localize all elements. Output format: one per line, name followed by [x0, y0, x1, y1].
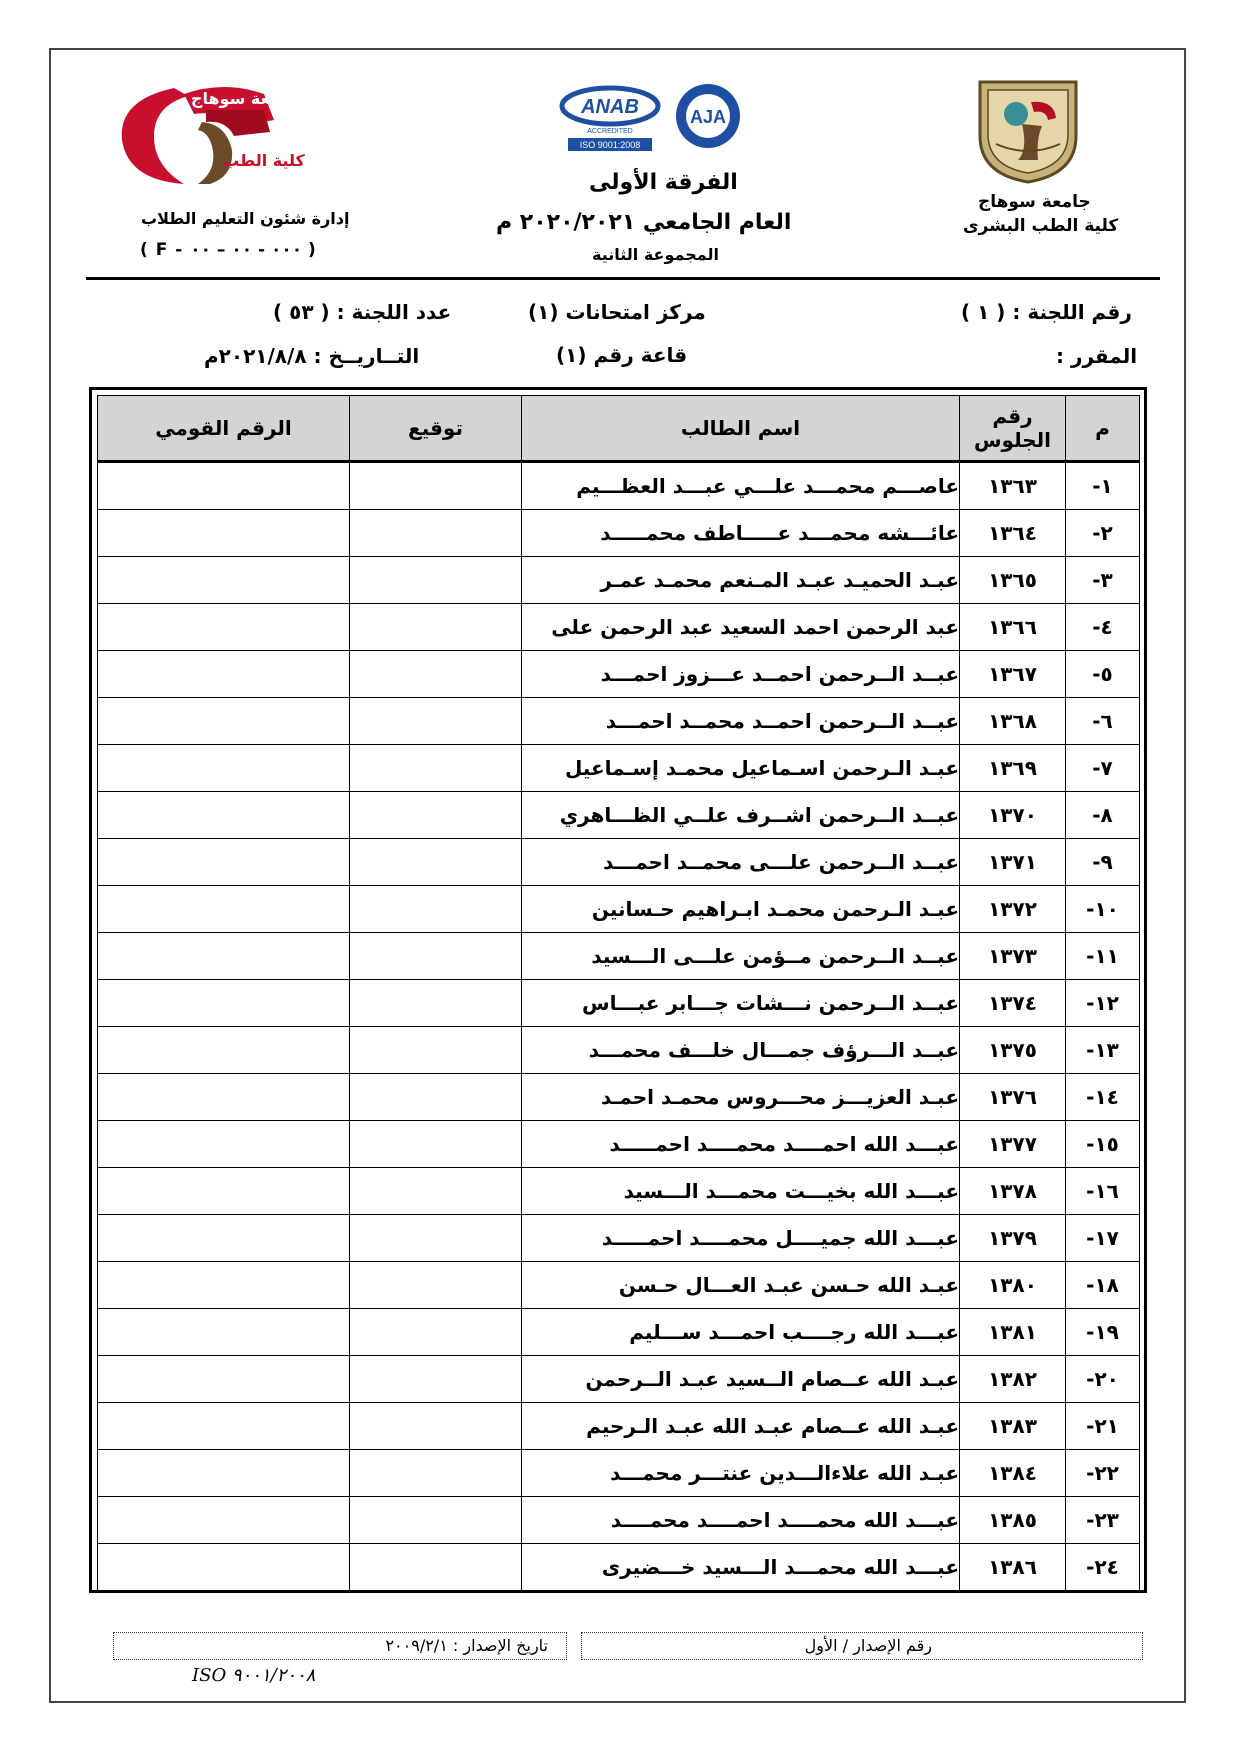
national-id-cell[interactable]	[98, 933, 350, 980]
issue-number: رقم الإصدار / الأول	[804, 1636, 932, 1655]
student-name: عبــد الـــرؤف جمـــال خلـــف محمـــد	[522, 1027, 960, 1074]
row-index: ٥-	[1066, 651, 1140, 698]
accredited-text: ACCREDITED	[587, 128, 633, 135]
row-index: ١٤-	[1066, 1074, 1140, 1121]
student-name: عبـد الـرحمن اسـماعيل محمـد إسـماعيل	[522, 745, 960, 792]
student-name: عائـــشه محمـــد عـــــاطف محمـــــد	[522, 510, 960, 557]
national-id-cell[interactable]	[98, 839, 350, 886]
header-divider	[86, 277, 1160, 280]
seat-number: ١٣٨١	[960, 1309, 1066, 1356]
header-signature: توقيع	[350, 396, 522, 462]
signature-cell[interactable]	[350, 839, 522, 886]
student-name: عبـد الله عــصام الــسيد عبـد الــرحمن	[522, 1356, 960, 1403]
signature-cell[interactable]	[350, 1121, 522, 1168]
student-name: عبـد الله حـسن عبـد العـــال حـسن	[522, 1262, 960, 1309]
signature-cell[interactable]	[350, 1168, 522, 1215]
seat-number: ١٣٨٤	[960, 1450, 1066, 1497]
signature-cell[interactable]	[350, 1027, 522, 1074]
table-header-row	[98, 396, 1140, 462]
student-name: عبـد الله عــصام عبـد الله عبـد الـرحيم	[522, 1403, 960, 1450]
row-index: ٢-	[1066, 510, 1140, 557]
national-id-cell[interactable]	[98, 980, 350, 1027]
row-index: ١١-	[1066, 933, 1140, 980]
national-id-cell[interactable]	[98, 462, 350, 510]
seat-number: ١٣٦٨	[960, 698, 1066, 745]
seat-number: ١٣٧٣	[960, 933, 1066, 980]
group-label: المجموعة الثانية	[592, 245, 719, 264]
student-name: عبــد الــرحمن مــؤمن علـــى الـــسيد	[522, 933, 960, 980]
table-row	[98, 1262, 1140, 1309]
national-id-cell[interactable]	[98, 1403, 350, 1450]
national-id-cell[interactable]	[98, 1121, 350, 1168]
table-row	[98, 1121, 1140, 1168]
exam-center: مركز امتحانات (١)	[528, 300, 706, 324]
aja-text: AJA	[689, 107, 727, 127]
sohag-university-seal-logo	[976, 74, 1080, 184]
row-index: ٢٤-	[1066, 1544, 1140, 1591]
signature-cell[interactable]	[350, 1497, 522, 1544]
row-index: ٧-	[1066, 745, 1140, 792]
iso-standard: ISO ٩٠٠١/٢٠٠٨	[192, 1665, 316, 1686]
national-id-cell[interactable]	[98, 745, 350, 792]
table-row	[98, 651, 1140, 698]
signature-cell[interactable]	[350, 510, 522, 557]
issue-date: تاريخ الإصدار : ٢٠٠٩/٢/١	[385, 1636, 548, 1655]
attendance-table-frame	[89, 387, 1147, 1593]
signature-cell[interactable]	[350, 698, 522, 745]
table-row	[98, 839, 1140, 886]
student-name: عبـــد الله بخيـــت محمـــد الـــسيد	[522, 1168, 960, 1215]
national-id-cell[interactable]	[98, 651, 350, 698]
seat-number: ١٣٧٥	[960, 1027, 1066, 1074]
signature-cell[interactable]	[350, 1262, 522, 1309]
national-id-cell[interactable]	[98, 1356, 350, 1403]
national-id-cell[interactable]	[98, 557, 350, 604]
national-id-cell[interactable]	[98, 886, 350, 933]
national-id-cell[interactable]	[98, 792, 350, 839]
header-national-id: الرقم القومي	[98, 396, 350, 462]
header-index: م	[1066, 396, 1140, 462]
iso-9001-text: ISO 9001:2008	[579, 140, 641, 150]
row-index: ٨-	[1066, 792, 1140, 839]
signature-cell[interactable]	[350, 1544, 522, 1591]
seat-number: ١٣٨٣	[960, 1403, 1066, 1450]
signature-cell[interactable]	[350, 933, 522, 980]
row-index: ٢٢-	[1066, 1450, 1140, 1497]
committee-number: رقم اللجنة : ( ١ )	[961, 300, 1132, 324]
row-index: ٣-	[1066, 557, 1140, 604]
table-row	[98, 1309, 1140, 1356]
national-id-cell[interactable]	[98, 1450, 350, 1497]
national-id-cell[interactable]	[98, 1497, 350, 1544]
seat-number: ١٣٧٠	[960, 792, 1066, 839]
student-name: عبـــد الله احمــــد محمــــد احمـــــد	[522, 1121, 960, 1168]
row-index: ١٧-	[1066, 1215, 1140, 1262]
student-name: عبــد الــرحمن احمــد محمــد احمـــد	[522, 698, 960, 745]
national-id-cell[interactable]	[98, 1309, 350, 1356]
seat-number: ١٣٨٠	[960, 1262, 1066, 1309]
table-row	[98, 557, 1140, 604]
faculty-name: كلية الطب البشرى	[963, 216, 1119, 236]
department-name: إدارة شئون التعليم الطلاب	[141, 209, 350, 228]
table-row	[98, 1168, 1140, 1215]
signature-cell[interactable]	[350, 604, 522, 651]
signature-cell[interactable]	[350, 1450, 522, 1497]
seat-number: ١٣٧٦	[960, 1074, 1066, 1121]
issue-date-box	[113, 1632, 567, 1660]
signature-cell[interactable]	[350, 792, 522, 839]
seat-number: ١٣٧٩	[960, 1215, 1066, 1262]
row-index: ٢٠-	[1066, 1356, 1140, 1403]
seat-number: ١٣٧٨	[960, 1168, 1066, 1215]
row-index: ٤-	[1066, 604, 1140, 651]
table-row	[98, 1403, 1140, 1450]
seat-number: ١٣٨٥	[960, 1497, 1066, 1544]
row-index: ٢٣-	[1066, 1497, 1140, 1544]
seat-number: ١٣٦٥	[960, 557, 1066, 604]
seat-number: ١٣٧٤	[960, 980, 1066, 1027]
seat-number: ١٣٧١	[960, 839, 1066, 886]
table-row	[98, 1027, 1140, 1074]
seat-number: ١٣٦٧	[960, 651, 1066, 698]
signature-cell[interactable]	[350, 980, 522, 1027]
table-row	[98, 886, 1140, 933]
row-index: ١-	[1066, 462, 1140, 510]
table-row	[98, 933, 1140, 980]
committee-count: عدد اللجنة : ( ٥٣ )	[273, 300, 452, 324]
student-name: عبـد الـرحمن محمـد ابـراهيم حـسانين	[522, 886, 960, 933]
student-name: عبـــد الله محمـــد الـــسيد خـــضيرى	[522, 1544, 960, 1591]
student-name: عبـد العزيـــز محـــروس محمـد احمـد	[522, 1074, 960, 1121]
row-index: ١٥-	[1066, 1121, 1140, 1168]
national-id-cell[interactable]	[98, 1027, 350, 1074]
table-row	[98, 510, 1140, 557]
national-id-cell[interactable]	[98, 698, 350, 745]
table-row	[98, 1356, 1140, 1403]
seat-number: ١٣٧٧	[960, 1121, 1066, 1168]
seat-number: ١٣٦٤	[960, 510, 1066, 557]
logo-university-text: جامعة سوهاج	[190, 89, 298, 108]
student-name: عبـد الله علاءالـــدين عنتـــر محمـــد	[522, 1450, 960, 1497]
signature-cell[interactable]	[350, 1403, 522, 1450]
university-name: جامعة سوهاج	[978, 192, 1091, 212]
table-row	[98, 1215, 1140, 1262]
anab-text: ANAB	[581, 96, 639, 118]
national-id-cell[interactable]	[98, 1074, 350, 1121]
signature-cell[interactable]	[350, 1356, 522, 1403]
row-index: ١٨-	[1066, 1262, 1140, 1309]
row-index: ١٦-	[1066, 1168, 1140, 1215]
issue-number-box	[581, 1632, 1143, 1660]
national-id-cell[interactable]	[98, 510, 350, 557]
table-row	[98, 1450, 1140, 1497]
student-name: عبــد الــرحمن علـــى محمــد احمـــد	[522, 839, 960, 886]
table-row	[98, 980, 1140, 1027]
student-name: عبد الرحمن احمد السعيد عبد الرحمن على	[522, 604, 960, 651]
national-id-cell[interactable]	[98, 1544, 350, 1591]
table-row	[98, 1544, 1140, 1591]
signature-cell[interactable]	[350, 1074, 522, 1121]
signature-cell[interactable]	[350, 651, 522, 698]
header-seat-number: رقم الجلوس	[960, 396, 1066, 462]
student-name: عبـــد الله محمــــد احمــــد محمــــد	[522, 1497, 960, 1544]
seat-number: ١٣٨٢	[960, 1356, 1066, 1403]
national-id-cell[interactable]	[98, 1168, 350, 1215]
national-id-cell[interactable]	[98, 1262, 350, 1309]
signature-cell[interactable]	[350, 1309, 522, 1356]
signature-cell[interactable]	[350, 1215, 522, 1262]
student-name: عبــد الــرحمن احمــد عـــزوز احمـــد	[522, 651, 960, 698]
attendance-table	[97, 395, 1140, 1591]
row-index: ٩-	[1066, 839, 1140, 886]
row-index: ١٠-	[1066, 886, 1140, 933]
row-index: ١٢-	[1066, 980, 1140, 1027]
student-name: عاصـــم محمـــد علـــي عبـــد العظـــيم	[522, 462, 960, 510]
student-name: عبـد الحميـد عبـد المـنعم محمـد عمـر	[522, 557, 960, 604]
table-row	[98, 698, 1140, 745]
table-row	[98, 1497, 1140, 1544]
logo-faculty-text: كلية الطب	[223, 151, 305, 170]
signature-cell[interactable]	[350, 557, 522, 604]
academic-year: العام الجامعي ٢٠٢٠/٢٠٢١ م	[496, 210, 792, 235]
national-id-cell[interactable]	[98, 1215, 350, 1262]
form-code: ( F - ٠٠٠ - ٠٠ – ٠٠ )	[140, 240, 317, 260]
student-name: عبـــد الله رجــــب احمـــد ســـليم	[522, 1309, 960, 1356]
signature-cell[interactable]	[350, 886, 522, 933]
signature-cell[interactable]	[350, 745, 522, 792]
row-index: ١٩-	[1066, 1309, 1140, 1356]
student-name: عبـــد الله جميــــل محمــــد احمـــــد	[522, 1215, 960, 1262]
table-row	[98, 462, 1140, 510]
exam-date: التــاريــخ : ٢٠٢١/٨/٨م	[204, 344, 420, 368]
seat-number: ١٣٦٩	[960, 745, 1066, 792]
row-index: ٦-	[1066, 698, 1140, 745]
national-id-cell[interactable]	[98, 604, 350, 651]
signature-cell[interactable]	[350, 462, 522, 510]
faculty-of-medicine-logo	[114, 80, 314, 190]
seat-number: ١٣٧٢	[960, 886, 1066, 933]
student-name: عبــد الــرحمن اشــرف علــي الظـــاهري	[522, 792, 960, 839]
table-row	[98, 1074, 1140, 1121]
course-label: المقرر :	[1056, 344, 1138, 368]
header-student-name: اسم الطالب	[522, 396, 960, 462]
hall-number: قاعة رقم (١)	[556, 343, 688, 367]
year-level: الفرقة الأولى	[589, 170, 738, 195]
table-row	[98, 792, 1140, 839]
seat-number: ١٣٨٦	[960, 1544, 1066, 1591]
row-index: ٢١-	[1066, 1403, 1140, 1450]
student-name: عبــد الــرحمن نـــشات جـــابر عبـــاس	[522, 980, 960, 1027]
seat-number: ١٣٦٦	[960, 604, 1066, 651]
seat-number: ١٣٦٣	[960, 462, 1066, 510]
row-index: ١٣-	[1066, 1027, 1140, 1074]
table-row	[98, 604, 1140, 651]
anab-aja-accreditation-logo	[558, 80, 758, 154]
table-row	[98, 745, 1140, 792]
